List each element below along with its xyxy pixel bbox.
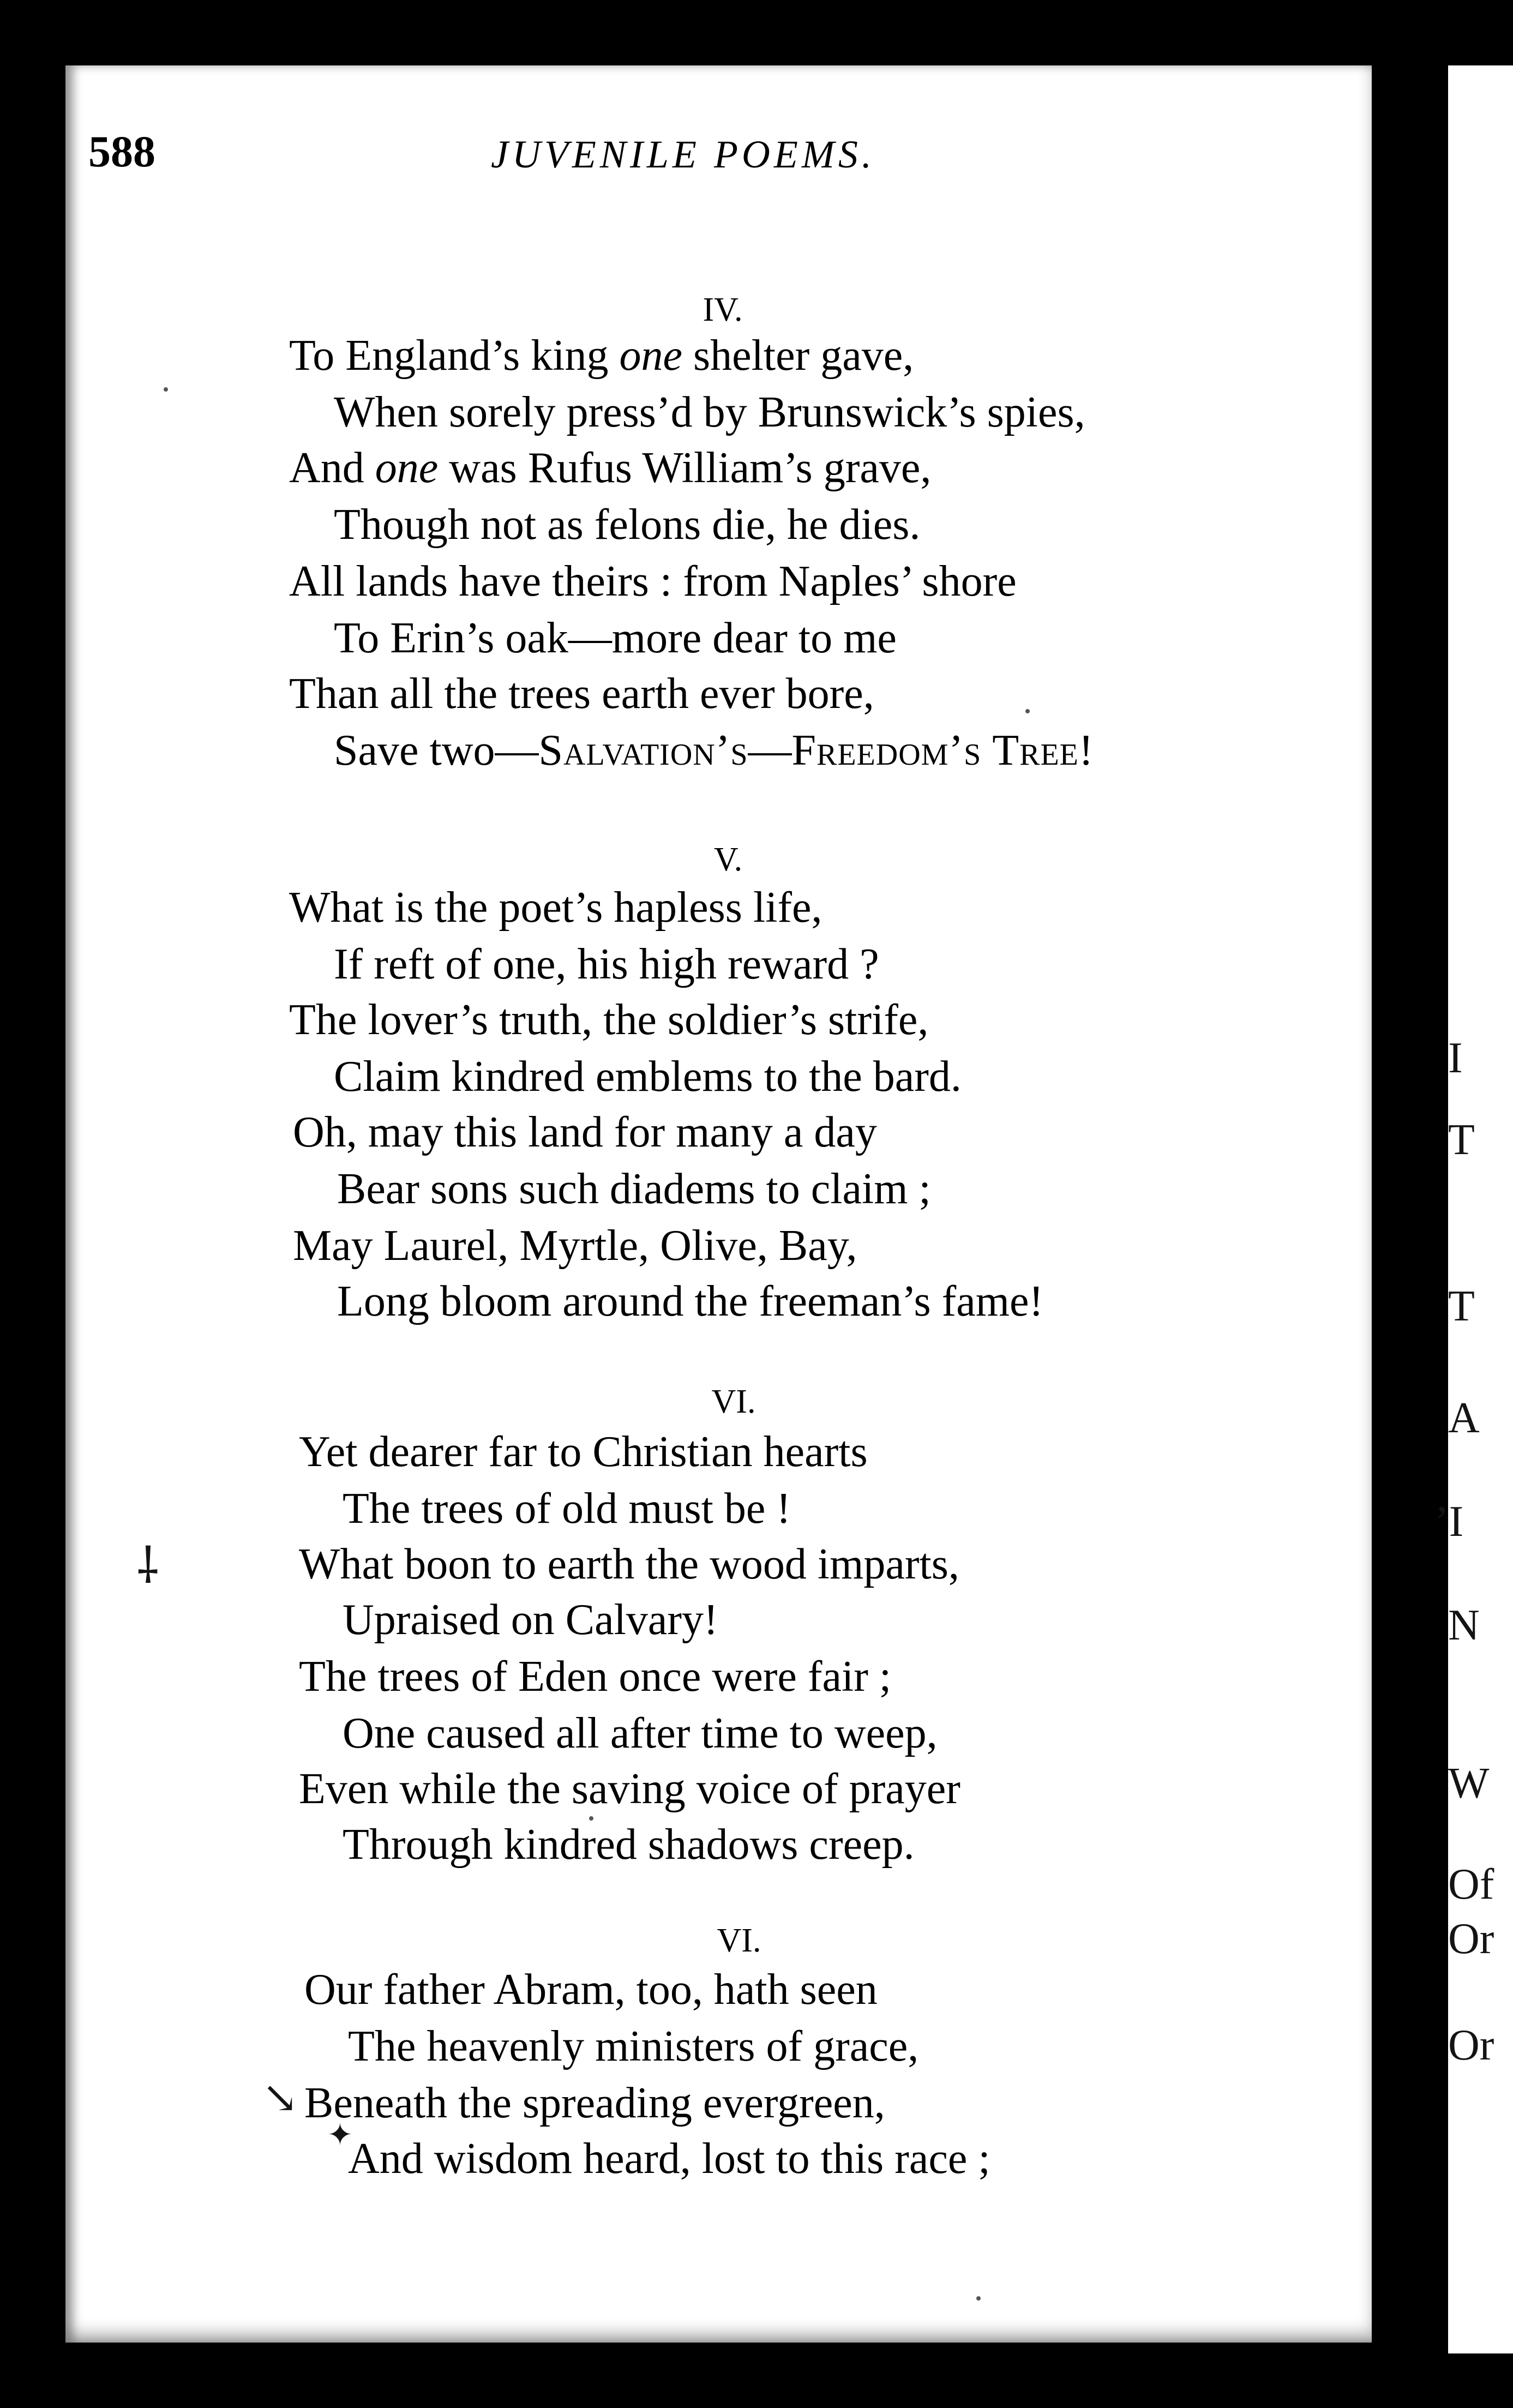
facing-page-fragment: T <box>1448 1116 1475 1164</box>
facing-page-fragment: Of <box>1448 1860 1494 1908</box>
verse-line: May Laurel, Myrtle, Olive, Bay, <box>293 1222 857 1270</box>
stanza-numeral: IV. <box>703 291 743 328</box>
verse-line: If reft of one, his high reward ? <box>334 940 879 988</box>
stanza-numeral: VI. <box>711 1383 756 1420</box>
verse-line: Yet dearer far to Christian hearts <box>299 1428 868 1476</box>
facing-page-fragment: Or <box>1448 2021 1494 2069</box>
stanza-numeral: VI. <box>717 1922 761 1959</box>
verse-line: Even while the saving voice of prayer <box>299 1765 960 1813</box>
facing-page-edge <box>1434 65 1513 2353</box>
verse-line: The heavenly ministers of grace, <box>348 2022 919 2070</box>
running-head: JUVENILE POEMS. <box>491 133 875 176</box>
verse-line: To England’s king one shelter gave, <box>289 332 914 380</box>
verse-line: Through kindred shadows creep. <box>343 1821 915 1869</box>
verse-line: And one was Rufus William’s grave, <box>289 444 932 492</box>
stanza-numeral: V. <box>713 841 743 878</box>
facing-page-fragment: T <box>1448 1282 1475 1330</box>
verse-line: All lands have theirs : from Naples’ shore <box>289 557 1017 605</box>
facing-page-fragment: N <box>1448 1601 1480 1649</box>
scan-speck <box>976 2296 981 2301</box>
verse-line: Oh, may this land for many a day <box>293 1108 877 1156</box>
verse-line: Beneath the spreading evergreen, <box>304 2079 885 2127</box>
facing-page-fragment: I <box>1448 1034 1463 1082</box>
verse-line: And wisdom heard, lost to this race ; <box>348 2135 990 2183</box>
scan-speck <box>589 1816 593 1821</box>
verse-line: Save two—Salvation’s—Freedom’s Tree! <box>334 726 1094 774</box>
facing-page-fragment: W <box>1448 1760 1490 1807</box>
page-number: 588 <box>88 127 155 176</box>
scan-speck <box>164 387 168 392</box>
facing-page-fragment: A <box>1448 1394 1480 1442</box>
verse-line: Long bloom around the freeman’s fame! <box>337 1277 1044 1325</box>
scan-speck <box>1025 709 1030 713</box>
verse-line: The trees of Eden once were fair ; <box>299 1653 892 1701</box>
verse-line: Bear sons such diadems to claim ; <box>337 1165 931 1213</box>
verse-line: The lover’s truth, the soldier’s strife, <box>289 996 929 1044</box>
pencil-mark-icon: ⸸ <box>136 1540 160 1594</box>
verse-line: One caused all after time to weep, <box>343 1709 938 1757</box>
verse-line: Though not as felons die, he dies. <box>334 501 921 549</box>
verse-line: Upraised on Calvary! <box>343 1596 718 1644</box>
verse-line: The trees of old must be ! <box>343 1485 791 1533</box>
verse-line: To Erin’s oak—more dear to me <box>334 614 897 662</box>
verse-line: When sorely press’d by Brunswick’s spies, <box>334 388 1085 436</box>
verse-line: What boon to earth the wood imparts, <box>299 1540 959 1588</box>
pencil-mark-icon: ↘ <box>262 2074 299 2122</box>
verse-line: Than all the trees earth ever bore, <box>289 670 874 718</box>
verse-line: Our father Abram, too, hath seen <box>304 1966 878 2014</box>
pencil-mark-icon: ✦ <box>327 2118 353 2152</box>
verse-line: What is the poet’s hapless life, <box>289 884 822 932</box>
verse-line: Claim kindred emblems to the bard. <box>334 1053 962 1101</box>
facing-page-fragment: ’I <box>1434 1498 1464 1546</box>
facing-page-fragment: Or <box>1448 1915 1494 1963</box>
